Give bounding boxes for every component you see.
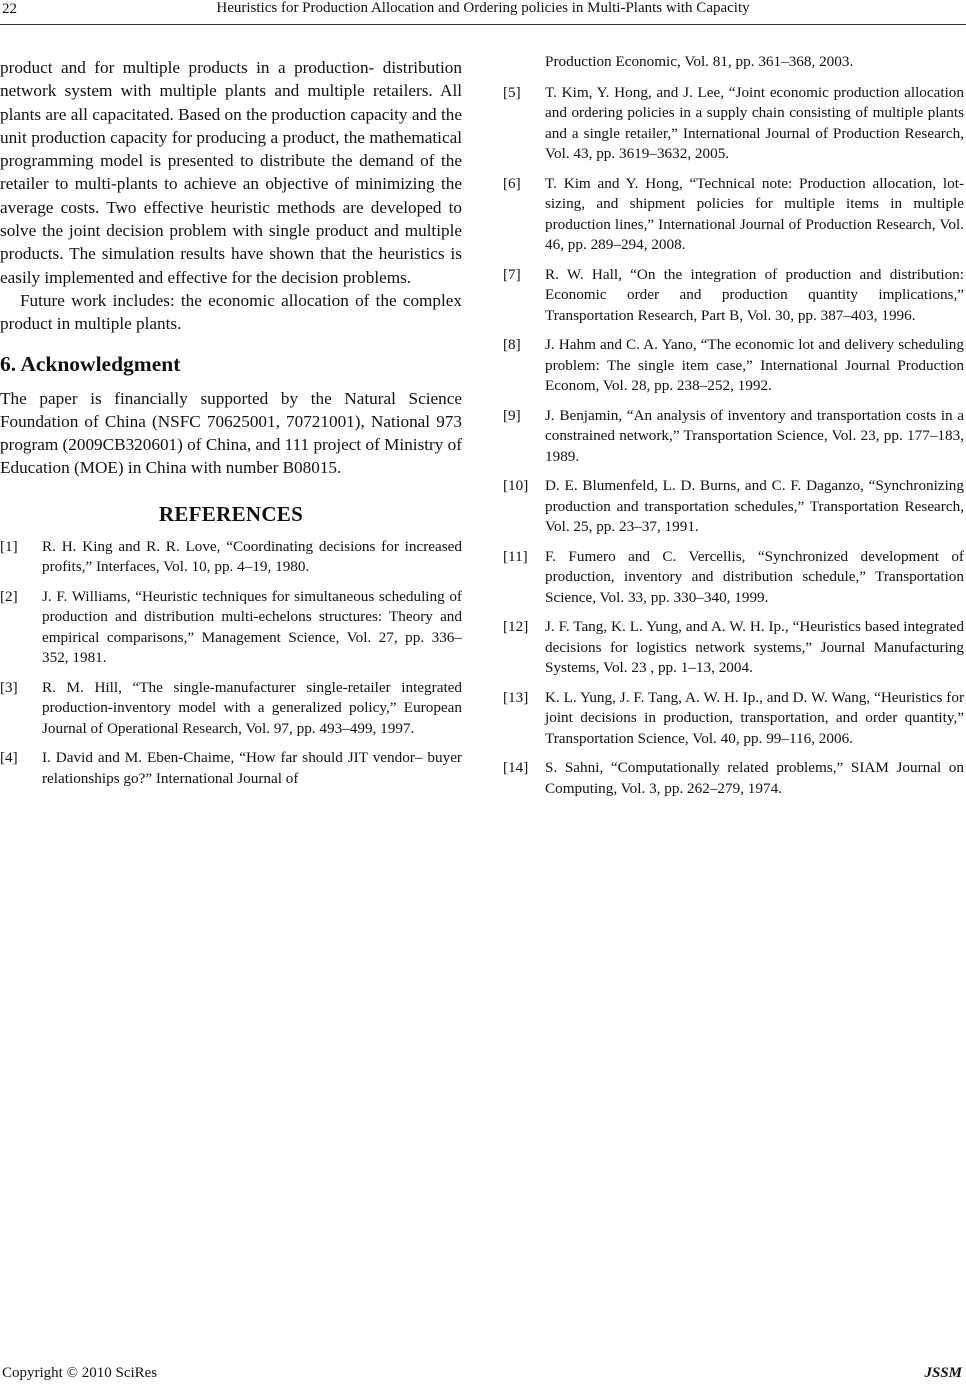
reference-item — [503, 83, 964, 165]
reference-item — [0, 748, 462, 789]
right-column — [503, 52, 964, 808]
acknowledgment-heading: 6. Acknowledgment — [0, 351, 181, 376]
reference-item — [503, 688, 964, 750]
reference-text: F. Fumero and C. Vercellis, “Synchronized development of production, inventory and distribution schedule,” Transportation Science, Vol. 33, pp. 330–340, 1999. — [545, 547, 964, 606]
future-work-paragraph: Future work includes: the economic allocation of the complex product in multiple plants. — [0, 290, 462, 334]
reference-item — [503, 617, 964, 679]
reference-number: [8] — [503, 336, 521, 353]
reference-number: [10] — [503, 477, 529, 494]
reference-item — [503, 758, 964, 799]
reference-item — [503, 265, 964, 327]
reference-text: J. Benjamin, “An analysis of inventory and transportation costs in a constrained network,” Transportation Science, Vol. 23, pp. 177–183, 1989. — [545, 406, 964, 465]
reference-item — [503, 547, 964, 609]
reference-text: T. Kim and Y. Hong, “Technical note: Production allocation, lot-sizing, and shipment policies for multiple items in multiple production lines,” International Journal of Production Research, Vol. 46, pp. 289–294, 2008. — [545, 174, 964, 253]
reference-text: S. Sahni, “Computationally related problems,” SIAM Journal on Computing, Vol. 3, pp. 262–279, 1974. — [545, 759, 964, 797]
reference-item — [0, 537, 462, 578]
reference-number: [2] — [0, 587, 18, 605]
reference-text: K. L. Yung, J. F. Tang, A. W. H. Ip., and D. W. Wang, “Heuristics for joint decisions in production, transportation, and order quantity,” Transportation Science, Vol. 40, pp. 99–116, 2006. — [545, 688, 964, 747]
page-header — [0, 0, 966, 24]
references-heading: REFERENCES — [158, 501, 304, 526]
reference-text: R. M. Hill, “The single-manufacturer single-retailer integrated production-inventory model with a generalized policy,” European Journal of Operational Research, Vol. 97, pp. 493–499, 1997. — [42, 678, 462, 737]
reference-number: [4] — [0, 749, 18, 767]
reference-item — [0, 587, 462, 669]
journal-abbreviation: JSSM — [924, 1365, 962, 1381]
acknowledgment-text: The paper is financially supported by the Natural Science Foundation of China (NSFC 70625001, 70721001), National 973 program (2009CB320601) of China, and 111 project of Ministry of Education (MOE) in China with number B08015. — [0, 388, 462, 478]
reference-text: D. E. Blumenfeld, L. D. Burns, and C. F. Daganzo, “Synchronizing production and transportation schedules,” Transportation Research, Vol. 25, pp. 23–37, 1991. — [545, 477, 964, 535]
reference-text: J. F. Williams, “Heuristic techniques for simultaneous scheduling of production and distribution multi-echelons structures: Theory and empirical comparisons,” Management Science, Vol. 27, pp. 336–352, 1981. — [42, 587, 462, 667]
copyright-notice: Copyright © 2010 SciRes — [2, 1365, 158, 1381]
reference-number: [11] — [503, 547, 528, 565]
left-column — [0, 56, 462, 798]
reference-item — [503, 406, 964, 468]
reference-number: [6] — [503, 174, 521, 192]
page-number: 22 — [2, 1, 17, 17]
page-footer — [0, 1365, 966, 1385]
reference-number: [3] — [0, 678, 18, 696]
reference-number: [7] — [503, 265, 521, 283]
reference-number: [13] — [503, 688, 529, 706]
reference-number: [14] — [503, 759, 529, 776]
reference-text: I. David and M. Eben-Chaime, “How far should JIT vendor– buyer relationships go?” International Journal of — [42, 749, 462, 787]
reference-item — [503, 476, 964, 538]
conclusion-paragraph: product and for multiple products in a production- distribution network system with multiple plants and multiple retailers. All plants are all capacitated. Based on the production capacity and the unit production capacity for producing a product, the mathematical programming model is presented to distribute the demand of the retailer to multi-plants to achieve an objective of minimizing the average costs. Two effective heuristic methods are developed to solve the joint decision problem with single product and multiple products. The simulation results have shown that the heuristics is easily implemented and effective for the decision problems. — [0, 58, 462, 287]
running-title: Heuristics for Production Allocation and Ordering policies in Multi-Plants with Capacity — [216, 0, 750, 16]
header-rule — [0, 24, 966, 25]
reference-item — [503, 174, 964, 256]
reference-item — [0, 678, 462, 740]
reference-continuation: Production Economic, Vol. 81, pp. 361–368, 2003. — [545, 53, 854, 70]
reference-number: [5] — [503, 83, 521, 101]
reference-text: J. F. Tang, K. L. Yung, and A. W. H. Ip., “Heuristics based integrated decisions for logistics network systems,” Journal Manufacturing Systems, Vol. 23 , pp. 1–13, 2004. — [545, 618, 964, 676]
reference-item — [503, 335, 964, 397]
reference-text: R. W. Hall, “On the integration of production and distribution: Economic order and production quantity implications,” Transportation Research, Part B, Vol. 30, pp. 387–403, 1996. — [545, 265, 964, 324]
reference-number: [12] — [503, 618, 529, 635]
reference-number: [9] — [503, 406, 521, 424]
reference-number: [1] — [0, 537, 18, 555]
reference-text: J. Hahm and C. A. Yano, “The economic lot and delivery scheduling problem: The single item case,” International Journal Production Econom, Vol. 28, pp. 238–252, 1992. — [545, 336, 964, 394]
reference-text: R. H. King and R. R. Love, “Coordinating decisions for increased profits,” Interfaces, Vol. 10, pp. 4–19, 1980. — [42, 537, 462, 576]
reference-text: T. Kim, Y. Hong, and J. Lee, “Joint economic production allocation and ordering policies in a supply chain consisting of multiple plants and a single retailer,” International Journal of Production Research, Vol. 43, pp. 3619–3632, 2005. — [545, 83, 964, 162]
